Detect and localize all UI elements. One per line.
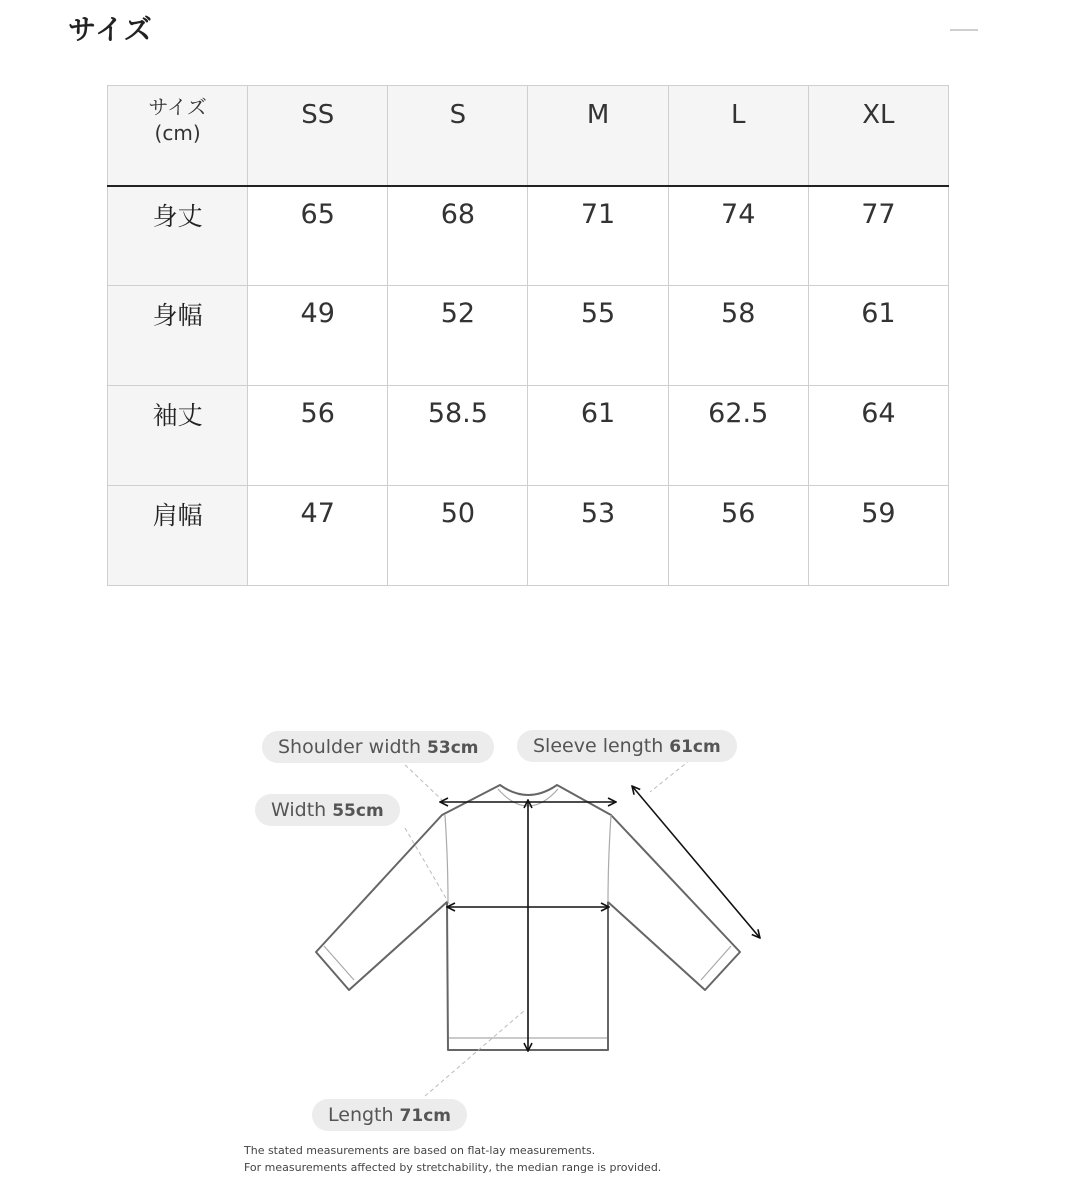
right-cuff-line (701, 946, 731, 980)
shoulder-leader-line (400, 760, 442, 800)
measurement-notes (244, 1142, 661, 1176)
table-cell: 50 (388, 486, 528, 586)
table-header-row (108, 86, 949, 186)
table-cell: 68 (388, 186, 528, 286)
table-row (108, 486, 949, 586)
row-label-shoulder: 肩幅 (108, 486, 248, 586)
table-cell: 62.5 (668, 386, 808, 486)
left-seam-line (445, 815, 448, 902)
column-header-l: L (668, 86, 808, 186)
row-label-width: 身幅 (108, 286, 248, 386)
table-cell: 49 (248, 286, 388, 386)
shoulder-width-label (262, 731, 494, 763)
length-label (312, 1099, 467, 1131)
sleeve-arrow (632, 786, 760, 938)
size-table (107, 85, 949, 586)
collapse-toggle-icon[interactable] (950, 29, 978, 31)
table-row (108, 286, 949, 386)
table-cell: 77 (808, 186, 948, 286)
table-corner-header (108, 86, 248, 186)
sleeve-length-value: 61cm (669, 737, 721, 757)
column-header-ss: SS (248, 86, 388, 186)
width-value: 55cm (332, 801, 384, 821)
width-label (255, 794, 400, 826)
table-cell: 74 (668, 186, 808, 286)
width-name: Width (271, 799, 327, 821)
table-cell: 53 (528, 486, 668, 586)
table-cell: 71 (528, 186, 668, 286)
table-row (108, 186, 949, 286)
table-cell: 61 (528, 386, 668, 486)
table-cell: 47 (248, 486, 388, 586)
table-cell: 58 (668, 286, 808, 386)
column-header-xl: XL (808, 86, 948, 186)
note-line: For measurements affected by stretchability, the median range is provided. (244, 1161, 662, 1174)
table-cell: 56 (668, 486, 808, 586)
sleeve-leader-line (650, 760, 690, 792)
left-cuff-line (324, 946, 354, 980)
width-leader-line (405, 828, 450, 905)
right-seam-line (608, 815, 611, 902)
length-leader-line (425, 1010, 525, 1096)
collar-rib-line (498, 789, 558, 806)
table-cell: 65 (248, 186, 388, 286)
row-label-sleeve: 袖丈 (108, 386, 248, 486)
length-name: Length (328, 1104, 394, 1126)
table-cell: 58.5 (388, 386, 528, 486)
table-cell: 59 (808, 486, 948, 586)
shoulder-width-value: 53cm (427, 738, 479, 758)
note-line: The stated measurements are based on flat-lay measurements. (244, 1144, 596, 1157)
column-header-m: M (528, 86, 668, 186)
corner-label-size: サイズ (148, 95, 207, 119)
table-row (108, 386, 949, 486)
section-title: サイズ (68, 13, 153, 46)
table-cell: 64 (808, 386, 948, 486)
table-cell: 55 (528, 286, 668, 386)
corner-label-unit: (cm) (154, 121, 201, 145)
table-cell: 61 (808, 286, 948, 386)
table-cell: 56 (248, 386, 388, 486)
sleeve-length-label (517, 730, 737, 762)
row-label-length: 身丈 (108, 186, 248, 286)
table-cell: 52 (388, 286, 528, 386)
column-header-s: S (388, 86, 528, 186)
length-value: 71cm (399, 1106, 451, 1126)
sleeve-length-name: Sleeve length (533, 735, 664, 757)
shoulder-width-name: Shoulder width (278, 736, 422, 758)
